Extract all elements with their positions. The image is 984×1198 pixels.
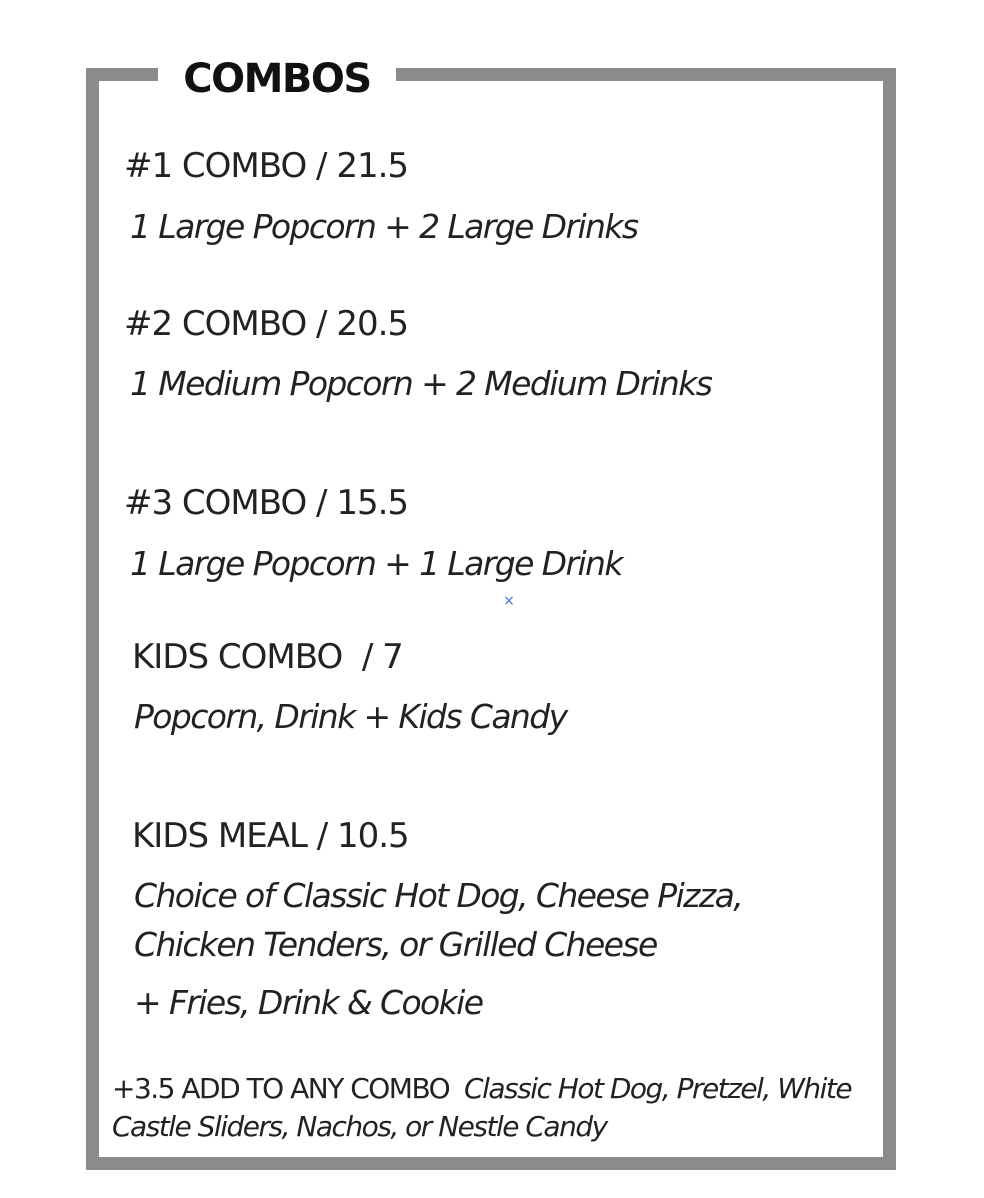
kids-combo-description: Popcorn, Drink + Kids Candy <box>134 697 567 736</box>
close-icon[interactable]: × <box>503 593 515 609</box>
menu-title: COMBOS <box>158 54 396 104</box>
combo-1-heading: #1 COMBO / 21.5 <box>124 146 409 186</box>
kids-meal-heading: KIDS MEAL / 10.5 <box>132 816 409 856</box>
combo-1-description: 1 Large Popcorn + 2 Large Drinks <box>130 207 638 246</box>
kids-combo-heading: KIDS COMBO / 7 <box>132 637 403 677</box>
kids-meal-description-line-3: + Fries, Drink & Cookie <box>134 983 483 1022</box>
kids-meal-description-line-2: Chicken Tenders, or Grilled Cheese <box>134 925 657 964</box>
combo-2-heading: #2 COMBO / 20.5 <box>124 304 409 344</box>
addon-note <box>112 1070 882 1146</box>
combo-2-description: 1 Medium Popcorn + 2 Medium Drinks <box>130 364 712 403</box>
kids-meal-description-line-1: Choice of Classic Hot Dog, Cheese Pizza, <box>134 876 743 915</box>
combo-3-heading: #3 COMBO / 15.5 <box>124 483 409 523</box>
addon-items: Classic Hot Dog, Pretzel, White Castle Sliders, Nachos, or Nestle Candy <box>112 1072 852 1143</box>
combo-3-description: 1 Large Popcorn + 1 Large Drink <box>130 544 622 583</box>
addon-lead: +3.5 ADD TO ANY COMBO <box>112 1072 450 1105</box>
